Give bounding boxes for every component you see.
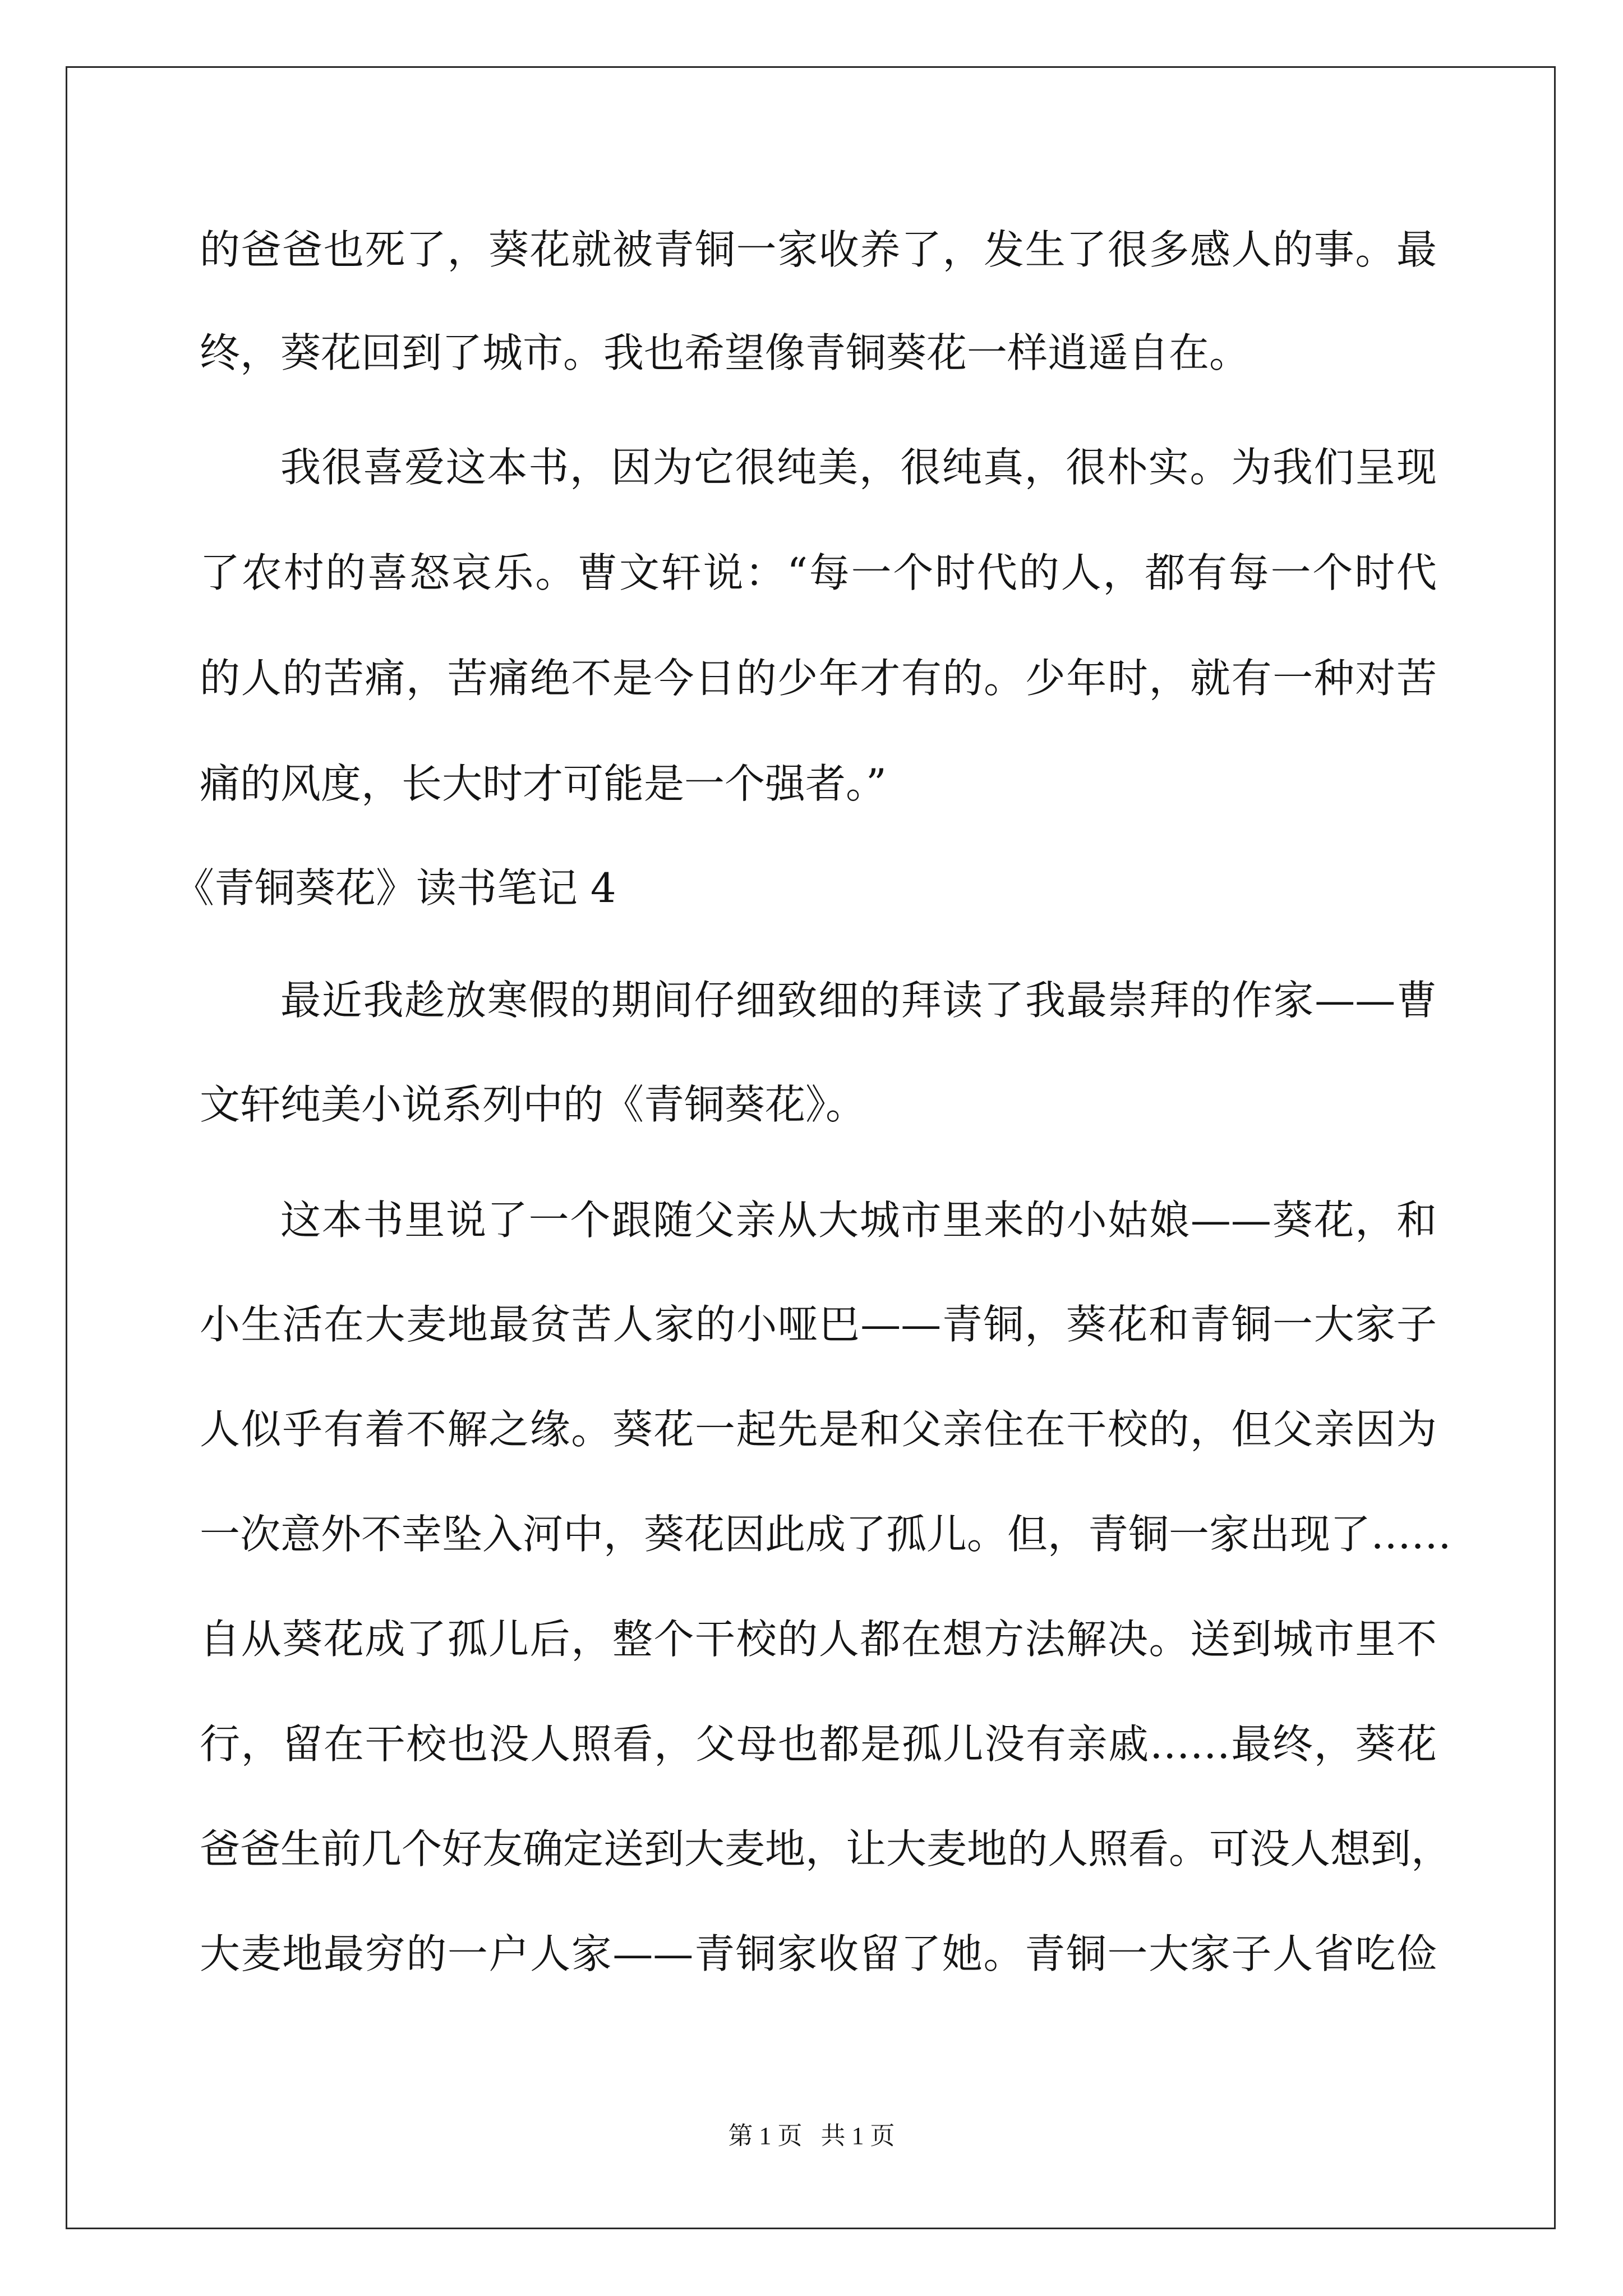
text-line: 这本书里说了一个跟随父亲从大城市里来的小姑娘——葵花，和 [280, 1197, 1437, 1244]
text-line: 人似乎有着不解之缘。葵花一起先是和父亲住在干校的，但父亲因为 [200, 1406, 1437, 1453]
text-line: 了农村的喜怒哀乐。曹文轩说：“每一个时代的人，都有每一个时代 [200, 549, 1437, 596]
text-line: 行，留在干校也没人照看，父母也都是孤儿没有亲戚……最终，葵花 [200, 1720, 1437, 1768]
text-line: 我很喜爱这本书，因为它很纯美，很纯真，很朴实。为我们呈现 [280, 444, 1437, 491]
text-line: 一次意外不幸坠入河中，葵花因此成了孤儿。但，青铜一家出现了…… [200, 1511, 1452, 1558]
text-line: 痛的风度，长大时才可能是一个强者。” [200, 760, 887, 807]
text-line: 爸爸生前几个好友确定送到大麦地，让大麦地的人照看。可没人想到， [200, 1825, 1452, 1872]
text-line: 的人的苦痛，苦痛绝不是今日的少年才有的。少年时，就有一种对苦 [200, 655, 1437, 702]
page-footer: 第 1 页 共 1 页 [728, 2122, 895, 2150]
text-line: 文轩纯美小说系列中的《青铜葵花》。 [200, 1081, 866, 1128]
text-line: 小生活在大麦地最贫苦人家的小哑巴——青铜，葵花和青铜一大家子 [200, 1301, 1437, 1348]
text-line: 终，葵花回到了城市。我也希望像青铜葵花一样逍遥自在。 [200, 329, 1250, 376]
page-border [66, 66, 1556, 2229]
text-line: 的爸爸也死了，葵花就被青铜一家收养了，发生了很多感人的事。最 [200, 226, 1437, 273]
text-line: 大麦地最穷的一户人家——青铜家收留了她。青铜一大家子人省吃俭 [200, 1930, 1437, 1977]
text-line: 最近我趁放寒假的期间仔细致细的拜读了我最崇拜的作家——曹 [280, 977, 1437, 1024]
section-heading: 《青铜葵花》读书笔记 4 [174, 864, 616, 912]
text-line: 自从葵花成了孤儿后，整个干校的人都在想方法解决。送到城市里不 [200, 1616, 1437, 1663]
